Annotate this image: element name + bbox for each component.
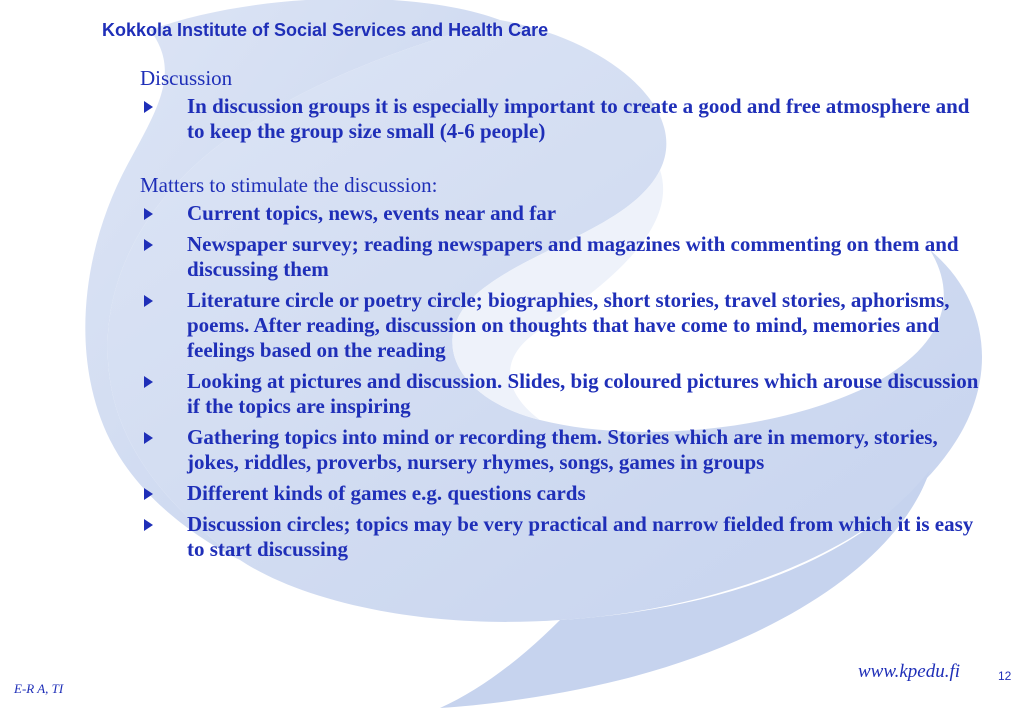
triangle-bullet-icon <box>144 519 153 531</box>
bullet-item <box>140 232 980 282</box>
page-number: 12 <box>998 669 1012 683</box>
bullet-text: Looking at pictures and discussion. Slides, big coloured pictures which arouse discussion if the topics are inspiring <box>187 369 979 418</box>
bullet-list-discussion <box>140 94 980 144</box>
bullet-item <box>140 481 980 506</box>
section-heading-matters: Matters to stimulate the discussion: <box>140 173 438 197</box>
bullet-item <box>140 512 980 562</box>
triangle-bullet-icon <box>144 295 153 307</box>
triangle-bullet-icon <box>144 101 153 113</box>
bullet-list-matters <box>140 201 980 562</box>
bullet-text: Current topics, news, events near and far <box>187 201 557 225</box>
triangle-bullet-icon <box>144 208 153 220</box>
institute-title: Kokkola Institute of Social Services and Health Care <box>102 20 549 40</box>
triangle-bullet-icon <box>144 432 153 444</box>
footer-author: E-R A, TI <box>14 681 64 696</box>
bullet-text: Different kinds of games e.g. questions cards <box>187 481 586 505</box>
bullet-text: Literature circle or poetry circle; biographies, short stories, travel stories, aphorisms, poems. After reading, discussion on thoughts that have come to mind, memories and feelings based on the reading <box>187 288 950 362</box>
bullet-text: Newspaper survey; reading newspapers and magazines with commenting on them and discussing them <box>187 232 959 281</box>
footer-website-link[interactable]: www.kpedu.fi <box>858 661 961 682</box>
triangle-bullet-icon <box>144 239 153 251</box>
triangle-bullet-icon <box>144 488 153 500</box>
bullet-item <box>140 369 980 419</box>
section-heading-discussion: Discussion <box>140 66 233 90</box>
bullet-text: Discussion circles; topics may be very practical and narrow fielded from which it is easy to start discussing <box>187 512 974 561</box>
bullet-item <box>140 94 980 144</box>
slide-content <box>140 66 980 568</box>
bullet-item <box>140 201 980 226</box>
triangle-bullet-icon <box>144 376 153 388</box>
bullet-item <box>140 288 980 363</box>
bullet-text: Gathering topics into mind or recording them. Stories which are in memory, stories, jokes, riddles, proverbs, nursery rhymes, songs, games in groups <box>187 425 938 474</box>
bullet-item <box>140 425 980 475</box>
bullet-text: In discussion groups it is especially important to create a good and free atmosphere and to keep the group size small (4-6 people) <box>187 94 970 143</box>
